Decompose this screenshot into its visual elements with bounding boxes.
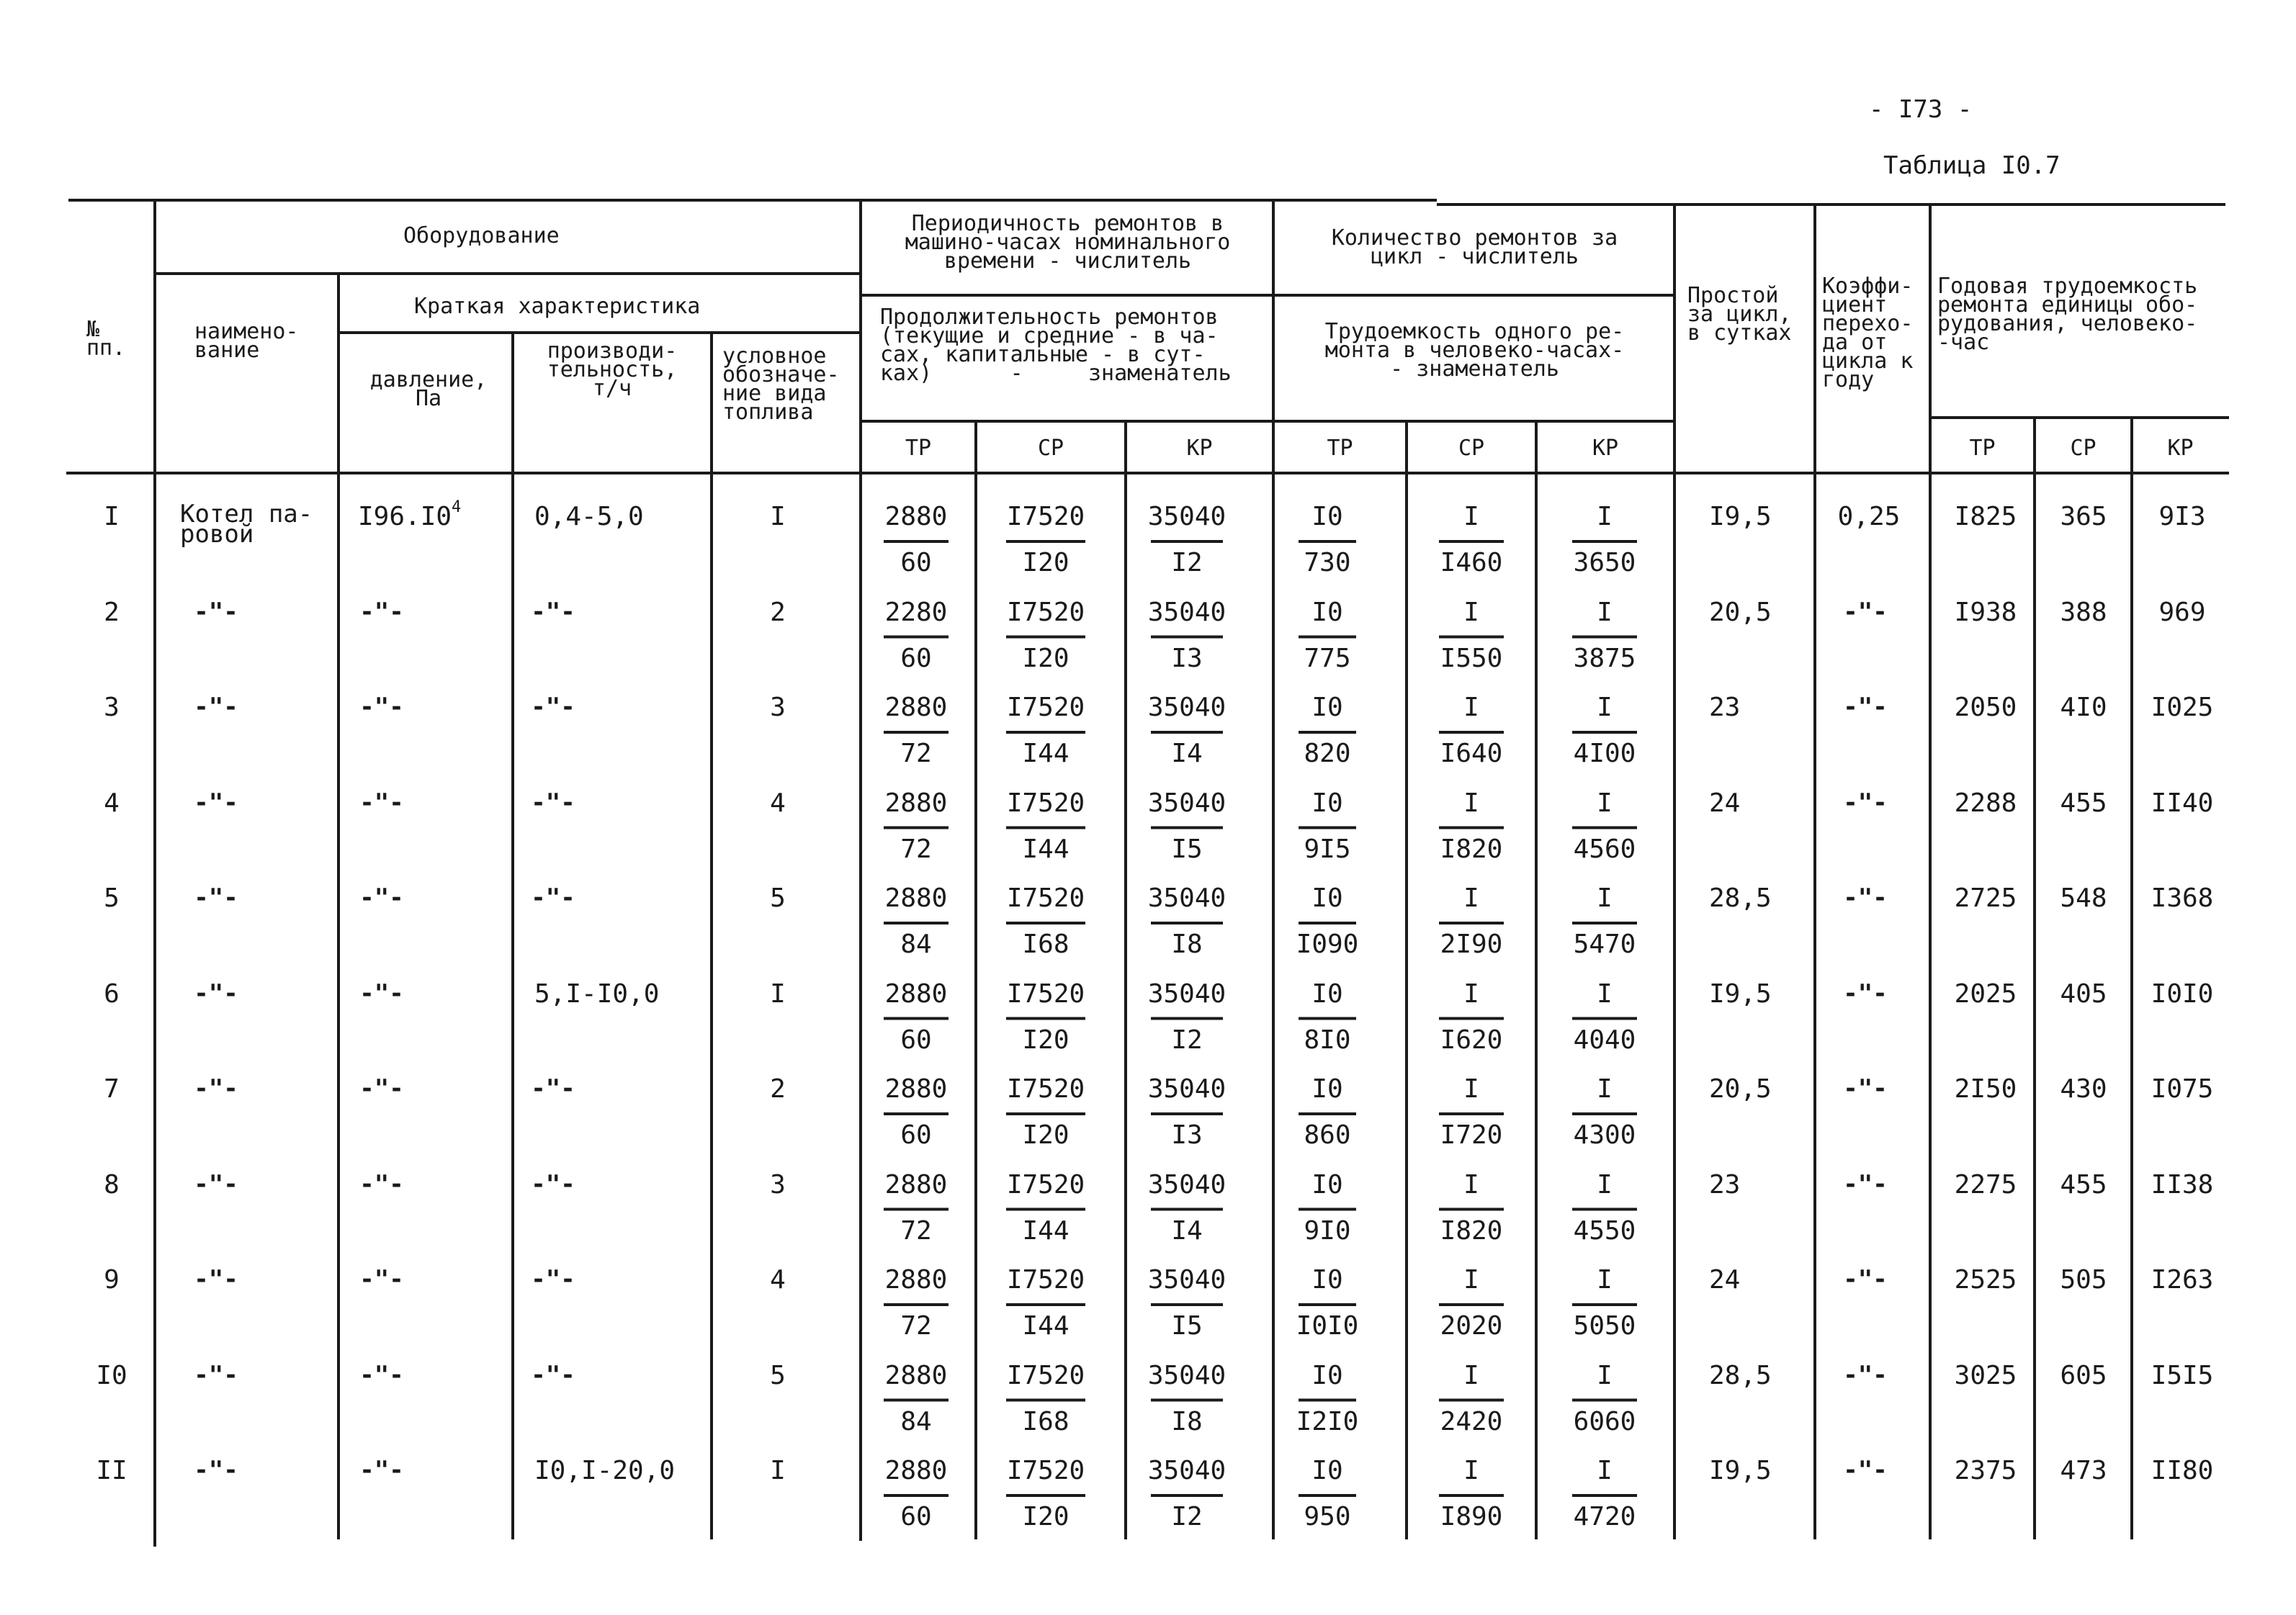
periodicity-kr-denominator: I8 (1171, 930, 1203, 959)
periodicity-kr-denominator: I3 (1171, 643, 1203, 673)
annual-labor-sr: 430 (2060, 1074, 2107, 1104)
annual-labor-kr: 969 (2158, 597, 2206, 627)
row-number: 8 (104, 1169, 120, 1200)
count-tr-denominator: 950 (1304, 1502, 1351, 1531)
periodicity-sr-numerator: I7520 (1006, 788, 1085, 818)
annual-labor-sr: 455 (2060, 788, 2107, 818)
periodicity-sr-numerator: I7520 (1006, 502, 1085, 531)
capacity-ditto: -"- (531, 1360, 575, 1390)
row-number: 5 (104, 883, 120, 913)
periodicity-tr-numerator: 2880 (884, 1265, 948, 1295)
count-tr-denominator: 9I0 (1304, 1215, 1351, 1246)
periodicity-kr-denominator: I5 (1171, 1311, 1203, 1341)
annual-labor-sr: 388 (2060, 597, 2107, 627)
fuel-code: 5 (770, 1360, 786, 1390)
count-tr-numerator: I0 (1311, 597, 1343, 627)
downtime-days: 24 (1709, 788, 1741, 818)
count-kr-numerator: I (1597, 1456, 1613, 1485)
count-kr-numerator: I (1597, 883, 1613, 913)
periodicity-tr-numerator: 2880 (884, 788, 948, 818)
downtime-days: I9,5 (1709, 1456, 1772, 1485)
periodicity-sr-denominator: I20 (1022, 1502, 1069, 1531)
equipment-name-ditto: -"- (194, 883, 238, 912)
periodicity-kr-numerator: 35040 (1147, 597, 1227, 627)
periodicity-kr-denominator: I5 (1171, 834, 1203, 864)
pressure-ditto: -"- (359, 1456, 404, 1485)
table-title: Таблица I0.7 (1883, 151, 2060, 180)
periodicity-kr-numerator: 35040 (1147, 1074, 1227, 1104)
annual-labor-kr: I368 (2151, 883, 2214, 913)
header-number: № пп. (86, 317, 126, 361)
count-sr-numerator: I (1463, 1360, 1479, 1390)
count-tr-denominator: 775 (1304, 643, 1351, 673)
header-coefficient: Коэффи- циент перехо- да от цикла к году (1822, 274, 1914, 392)
count-kr-numerator: I (1597, 979, 1613, 1009)
count-tr-numerator: I0 (1311, 502, 1343, 531)
count-tr-denominator: 9I5 (1304, 834, 1351, 864)
count-kr-denominator: 3650 (1573, 548, 1636, 577)
annual-labor-sr: 365 (2060, 502, 2107, 531)
periodicity-sr-denominator: I44 (1022, 834, 1069, 864)
periodicity-sr-denominator: I68 (1022, 1406, 1069, 1436)
periodicity-sr-numerator: I7520 (1006, 883, 1085, 913)
periodicity-sr-denominator: I68 (1022, 930, 1069, 959)
annual-labor-tr: 2725 (1954, 883, 2017, 913)
annual-labor-kr: II40 (2151, 788, 2214, 818)
annual-labor-tr: 2275 (1954, 1169, 2017, 1200)
count-kr-denominator: 4720 (1573, 1502, 1636, 1531)
count-tr-denominator: 820 (1304, 739, 1351, 768)
count-sr-numerator: I (1463, 693, 1479, 722)
count-sr-denominator: I550 (1440, 643, 1503, 673)
annual-labor-kr: II38 (2151, 1169, 2214, 1200)
header-downtime: Простой за цикл, в сутках (1687, 283, 1792, 346)
count-kr-numerator: I (1597, 788, 1613, 818)
equipment-name-ditto: -"- (194, 1456, 238, 1485)
count-kr-numerator: I (1597, 693, 1613, 722)
count-kr-numerator: I (1597, 1169, 1613, 1200)
count-sr-numerator: I (1463, 597, 1479, 627)
periodicity-tr-numerator: 2880 (884, 693, 948, 722)
annual-labor-kr: I5I5 (2151, 1360, 2214, 1390)
count-sr-denominator: I890 (1440, 1502, 1503, 1531)
header-name: наимено- вание (194, 319, 299, 363)
periodicity-tr-denominator: 60 (900, 1025, 932, 1055)
periodicity-tr-numerator: 2880 (884, 502, 948, 531)
pressure-mantissa: I96.I0 (358, 502, 452, 531)
periodicity-kr-denominator: I3 (1171, 1120, 1203, 1150)
count-kr-numerator: I (1597, 1265, 1613, 1295)
periodicity-kr-numerator: 35040 (1147, 1360, 1227, 1390)
periodicity-kr-denominator: I4 (1171, 739, 1203, 768)
fuel-code: 3 (770, 693, 786, 722)
coefficient-ditto: -"- (1843, 788, 1888, 817)
count-sr-numerator: I (1463, 1456, 1479, 1485)
coefficient-ditto: -"- (1843, 1360, 1888, 1390)
annual-labor-tr: 2050 (1954, 693, 2017, 722)
capacity-ditto: -"- (531, 788, 575, 817)
periodicity-kr-numerator: 35040 (1147, 883, 1227, 913)
count-sr-numerator: I (1463, 1074, 1479, 1104)
pressure-ditto: -"- (359, 693, 404, 721)
count-tr-numerator: I0 (1311, 883, 1343, 913)
periodicity-sr-numerator: I7520 (1006, 979, 1085, 1009)
periodicity-sr-numerator: I7520 (1006, 1169, 1085, 1200)
downtime-days: 23 (1709, 1169, 1741, 1200)
equipment-name-ditto: -"- (194, 693, 238, 721)
header-duration: Продолжительность ремонтов (текущие и средние - в ча- сах, капитальные - в сут- ках) - знаменатель (880, 305, 1232, 386)
periodicity-kr-numerator: 35040 (1147, 1265, 1227, 1295)
count-tr-denominator: I2I0 (1296, 1406, 1359, 1436)
count-kr-numerator: I (1597, 1360, 1613, 1390)
equipment-name-ditto: -"- (194, 788, 238, 817)
count-kr-denominator: 4040 (1573, 1025, 1636, 1055)
annual-labor-kr: I0I0 (2151, 979, 2214, 1009)
pressure-ditto: -"- (359, 1169, 404, 1199)
fuel-code: 5 (770, 883, 786, 913)
pressure-ditto: -"- (359, 1265, 404, 1294)
row-number: 9 (104, 1265, 120, 1295)
header-tr-annual: ТР (1969, 436, 1996, 461)
equipment-name-ditto: -"- (194, 597, 238, 626)
fuel-code: 4 (770, 1265, 786, 1295)
annual-labor-tr: 2525 (1954, 1265, 2017, 1295)
annual-labor-tr: 2I50 (1954, 1074, 2017, 1104)
periodicity-sr-denominator: I44 (1022, 739, 1069, 768)
periodicity-tr-denominator: 60 (900, 643, 932, 673)
count-tr-numerator: I0 (1311, 1360, 1343, 1390)
periodicity-sr-denominator: I20 (1022, 1025, 1069, 1055)
header-brief-characteristics: Краткая характеристика (414, 294, 701, 319)
periodicity-tr-denominator: 84 (900, 930, 932, 959)
count-tr-denominator: 860 (1304, 1120, 1351, 1150)
periodicity-tr-denominator: 60 (900, 548, 932, 577)
annual-labor-sr: 4I0 (2060, 693, 2107, 722)
fuel-code: I (770, 979, 786, 1009)
fuel-code: I (770, 502, 786, 531)
coefficient-ditto: -"- (1843, 1169, 1888, 1199)
header-kr-count: КР (1592, 436, 1619, 461)
fuel-code: 2 (770, 597, 786, 627)
count-kr-denominator: 6060 (1573, 1406, 1636, 1436)
periodicity-kr-numerator: 35040 (1147, 788, 1227, 818)
periodicity-tr-numerator: 2880 (884, 1360, 948, 1390)
periodicity-tr-denominator: 60 (900, 1120, 932, 1150)
count-sr-denominator: I820 (1440, 834, 1503, 864)
periodicity-sr-numerator: I7520 (1006, 1456, 1085, 1485)
count-sr-numerator: I (1463, 788, 1479, 818)
count-kr-denominator: 4300 (1573, 1120, 1636, 1150)
periodicity-sr-denominator: I44 (1022, 1311, 1069, 1341)
equipment-name-ditto: -"- (194, 1360, 238, 1390)
pressure-ditto: -"- (359, 788, 404, 817)
annual-labor-kr: I075 (2151, 1074, 2214, 1104)
pressure-ditto: -"- (359, 883, 404, 912)
fuel-code: 2 (770, 1074, 786, 1104)
downtime-days: 20,5 (1709, 1074, 1772, 1104)
downtime-days: 20,5 (1709, 597, 1772, 627)
pressure-ditto: -"- (359, 597, 404, 626)
equipment-name-ditto: -"- (194, 979, 238, 1008)
count-tr-numerator: I0 (1311, 979, 1343, 1009)
header-annual-labor: Годовая трудоемкость ремонта единицы обо- рудования, человеко- -час (1937, 274, 2198, 355)
row-number: 4 (104, 788, 120, 818)
count-sr-denominator: 2020 (1440, 1311, 1503, 1341)
count-sr-numerator: I (1463, 979, 1479, 1009)
fuel-code: 4 (770, 788, 786, 818)
periodicity-sr-numerator: I7520 (1006, 693, 1085, 722)
header-tr-count: ТР (1327, 436, 1353, 461)
count-sr-denominator: I720 (1440, 1120, 1503, 1150)
header-fuel: условное обозначе- ние вида топлива (722, 343, 840, 425)
coefficient-ditto: -"- (1843, 1074, 1888, 1103)
annual-labor-kr: I025 (2151, 693, 2214, 722)
capacity-ditto: -"- (531, 883, 575, 912)
downtime-days: 24 (1709, 1265, 1741, 1295)
annual-labor-sr: 405 (2060, 979, 2107, 1009)
coefficient-ditto: -"- (1843, 693, 1888, 721)
count-tr-numerator: I0 (1311, 788, 1343, 818)
periodicity-sr-numerator: I7520 (1006, 1265, 1085, 1295)
periodicity-tr-numerator: 2880 (884, 1456, 948, 1485)
row-number: I0 (96, 1360, 127, 1390)
periodicity-kr-numerator: 35040 (1147, 979, 1227, 1009)
periodicity-tr-numerator: 2880 (884, 979, 948, 1009)
header-equipment: Оборудование (403, 223, 560, 248)
equipment-name: Котел па- ровой (180, 500, 313, 549)
count-sr-numerator: I (1463, 883, 1479, 913)
periodicity-kr-denominator: I4 (1171, 1215, 1203, 1246)
count-tr-denominator: I0I0 (1296, 1311, 1359, 1341)
coefficient-ditto: -"- (1843, 883, 1888, 912)
capacity-value: 5,I-I0,0 (534, 979, 660, 1009)
page-number: - I73 - (1869, 95, 1973, 124)
periodicity-sr-denominator: I44 (1022, 1215, 1069, 1246)
capacity-ditto: -"- (531, 597, 575, 626)
count-sr-numerator: I (1463, 502, 1479, 531)
header-kr-periodicity: КР (1186, 436, 1213, 461)
periodicity-tr-denominator: 72 (900, 834, 932, 864)
count-sr-denominator: 2420 (1440, 1406, 1503, 1436)
header-sr-annual: СР (2070, 436, 2097, 461)
header-periodicity: Периодичность ремонтов в машино-часах номинального времени - числитель (905, 211, 1231, 274)
count-sr-numerator: I (1463, 1265, 1479, 1295)
header-pressure: давление, Па (369, 367, 488, 411)
row-number: 6 (104, 979, 120, 1009)
periodicity-tr-numerator: 2880 (884, 883, 948, 913)
annual-labor-kr: II80 (2151, 1456, 2214, 1485)
coefficient-ditto: -"- (1843, 1456, 1888, 1485)
annual-labor-tr: 3025 (1954, 1360, 2017, 1390)
count-kr-denominator: 3875 (1573, 643, 1636, 673)
count-kr-denominator: 5050 (1573, 1311, 1636, 1341)
count-tr-numerator: I0 (1311, 1074, 1343, 1104)
periodicity-sr-denominator: I20 (1022, 548, 1069, 577)
header-tr-periodicity: ТР (905, 436, 932, 461)
header-labor-one-repair: Трудоемкость одного ре- монта в человеко-часах- - знаменатель (1324, 319, 1625, 382)
fuel-code: 3 (770, 1169, 786, 1200)
header-kr-annual: КР (2167, 436, 2194, 461)
downtime-days: I9,5 (1709, 502, 1772, 531)
periodicity-tr-denominator: 84 (900, 1406, 932, 1436)
row-number: 2 (104, 597, 120, 627)
periodicity-sr-numerator: I7520 (1006, 1074, 1085, 1104)
coefficient-ditto: -"- (1843, 597, 1888, 626)
header-capacity: производи- тельность, т/ч (547, 338, 678, 401)
annual-labor-tr: 2375 (1954, 1456, 2017, 1485)
coefficient-value: 0,25 (1837, 502, 1901, 531)
downtime-days: 28,5 (1709, 883, 1772, 913)
capacity-ditto: -"- (531, 1265, 575, 1294)
periodicity-kr-denominator: I2 (1171, 1025, 1203, 1055)
capacity-ditto: -"- (531, 1169, 575, 1199)
annual-labor-sr: 505 (2060, 1265, 2107, 1295)
coefficient-ditto: -"- (1843, 1265, 1888, 1294)
periodicity-kr-numerator: 35040 (1147, 1169, 1227, 1200)
count-tr-numerator: I0 (1311, 693, 1343, 722)
annual-labor-tr: 2288 (1954, 788, 2017, 818)
downtime-days: 23 (1709, 693, 1741, 722)
capacity-value: I0,I-20,0 (534, 1456, 676, 1485)
periodicity-tr-denominator: 72 (900, 739, 932, 768)
equipment-name-ditto: -"- (194, 1074, 238, 1103)
annual-labor-kr: I263 (2151, 1265, 2214, 1295)
count-sr-denominator: I460 (1440, 548, 1503, 577)
equipment-name-ditto: -"- (194, 1169, 238, 1199)
row-number: 7 (104, 1074, 120, 1104)
periodicity-tr-numerator: 2280 (884, 597, 948, 627)
count-sr-denominator: I820 (1440, 1215, 1503, 1246)
pressure-ditto: -"- (359, 1360, 404, 1390)
capacity-value: 0,4-5,0 (534, 502, 644, 531)
count-kr-denominator: 5470 (1573, 930, 1636, 959)
annual-labor-tr: 2025 (1954, 979, 2017, 1009)
count-kr-denominator: 4560 (1573, 834, 1636, 864)
annual-labor-sr: 548 (2060, 883, 2107, 913)
row-number: I (104, 502, 120, 531)
count-kr-denominator: 4I00 (1573, 739, 1636, 768)
count-tr-numerator: I0 (1311, 1456, 1343, 1485)
periodicity-kr-denominator: I2 (1171, 548, 1203, 577)
header-sr-periodicity: СР (1037, 436, 1064, 461)
count-tr-denominator: I090 (1296, 930, 1359, 959)
downtime-days: 28,5 (1709, 1360, 1772, 1390)
periodicity-kr-numerator: 35040 (1147, 693, 1227, 722)
count-tr-numerator: I0 (1311, 1169, 1343, 1200)
count-sr-denominator: I640 (1440, 739, 1503, 768)
header-repair-count: Количество ремонтов за цикл - числитель (1331, 225, 1618, 269)
count-kr-numerator: I (1597, 502, 1613, 531)
fuel-code: I (770, 1456, 786, 1485)
annual-labor-kr: 9I3 (2158, 502, 2206, 531)
header-sr-count: СР (1458, 436, 1485, 461)
count-tr-numerator: I0 (1311, 1265, 1343, 1295)
pressure-value (358, 498, 462, 531)
count-sr-denominator: 2I90 (1440, 930, 1503, 959)
periodicity-tr-numerator: 2880 (884, 1169, 948, 1200)
count-tr-denominator: 8I0 (1304, 1025, 1351, 1055)
periodicity-tr-denominator: 60 (900, 1502, 932, 1531)
annual-labor-tr: I825 (1954, 502, 2017, 531)
periodicity-sr-denominator: I20 (1022, 1120, 1069, 1150)
periodicity-kr-denominator: I2 (1171, 1502, 1203, 1531)
pressure-ditto: -"- (359, 979, 404, 1008)
periodicity-kr-numerator: 35040 (1147, 502, 1227, 531)
count-kr-numerator: I (1597, 1074, 1613, 1104)
equipment-name-ditto: -"- (194, 1265, 238, 1294)
row-number: 3 (104, 693, 120, 722)
periodicity-kr-numerator: 35040 (1147, 1456, 1227, 1485)
periodicity-tr-denominator: 72 (900, 1215, 932, 1246)
capacity-ditto: -"- (531, 693, 575, 721)
periodicity-sr-numerator: I7520 (1006, 1360, 1085, 1390)
annual-labor-sr: 455 (2060, 1169, 2107, 1200)
periodicity-sr-numerator: I7520 (1006, 597, 1085, 627)
annual-labor-sr: 605 (2060, 1360, 2107, 1390)
count-tr-denominator: 730 (1304, 548, 1351, 577)
count-kr-numerator: I (1597, 597, 1613, 627)
periodicity-sr-denominator: I20 (1022, 643, 1069, 673)
periodicity-tr-numerator: 2880 (884, 1074, 948, 1104)
count-sr-numerator: I (1463, 1169, 1479, 1200)
annual-labor-sr: 473 (2060, 1456, 2107, 1485)
periodicity-tr-denominator: 72 (900, 1311, 932, 1341)
downtime-days: I9,5 (1709, 979, 1772, 1009)
coefficient-ditto: -"- (1843, 979, 1888, 1008)
count-kr-denominator: 4550 (1573, 1215, 1636, 1246)
periodicity-kr-denominator: I8 (1171, 1406, 1203, 1436)
pressure-exponent: 4 (452, 498, 462, 516)
count-sr-denominator: I620 (1440, 1025, 1503, 1055)
row-number: II (96, 1456, 127, 1485)
annual-labor-tr: I938 (1954, 597, 2017, 627)
capacity-ditto: -"- (531, 1074, 575, 1103)
pressure-ditto: -"- (359, 1074, 404, 1103)
